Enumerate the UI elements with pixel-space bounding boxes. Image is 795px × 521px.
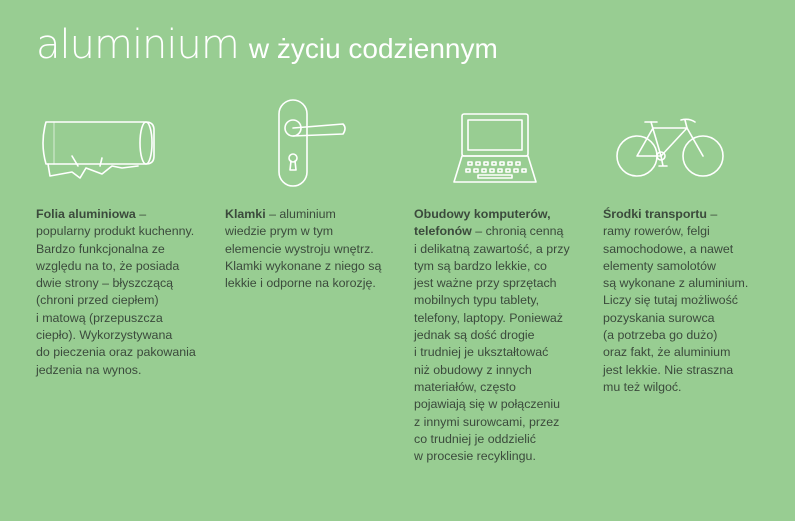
transport-line: elementy samolotów xyxy=(603,258,716,273)
handles-heading: Klamki xyxy=(225,207,266,221)
page-title xyxy=(36,22,498,68)
foil-text xyxy=(36,206,196,379)
foil-roll-icon xyxy=(36,96,211,198)
cases-line: materiałów, często xyxy=(414,379,516,394)
cases-heading-line-1: Obudowy komputerów, xyxy=(414,207,551,221)
handles-line: wiedzie prym w tym xyxy=(225,224,334,239)
handles-line: Klamki wykonane z niego są xyxy=(225,258,382,273)
bicycle-icon xyxy=(603,96,778,198)
column-cases xyxy=(414,96,589,464)
foil-line: Bardzo funkcjonalna ze xyxy=(36,241,165,256)
title-rest: w życiu codziennym xyxy=(248,33,498,64)
cases-line: mobilnych typu tablety, xyxy=(414,293,540,308)
cases-line: jest ważne przy sprzętach xyxy=(414,276,557,291)
foil-line: jedzenia na wynos. xyxy=(36,362,142,377)
foil-line: do pieczenia oraz pakowania xyxy=(36,345,196,360)
cases-line: pojawiają się w połączeniu xyxy=(414,397,561,412)
cases-line: jednak są dość drogie xyxy=(414,328,535,343)
foil-line: – xyxy=(135,207,147,221)
cases-line: z innymi surowcami, przez xyxy=(414,414,560,429)
foil-line: i matową (przepuszcza xyxy=(36,310,163,325)
transport-line: oraz fakt, że aluminium xyxy=(603,345,731,360)
laptop-icon xyxy=(414,96,589,198)
cases-line: – chronią cenną xyxy=(471,224,564,239)
handles-line: lekkie i odporne na korozję. xyxy=(225,276,376,291)
cases-line: w procesie recyklingu. xyxy=(414,449,536,464)
transport-line: jest lekkie. Nie straszna xyxy=(603,362,734,377)
transport-line: mu też wilgoć. xyxy=(603,379,682,394)
handles-line: – aluminium xyxy=(265,207,336,221)
transport-line: (a potrzeba go dużo) xyxy=(603,328,718,343)
column-transport xyxy=(603,96,778,394)
cases-line: telefony, laptopy. Ponieważ xyxy=(414,310,564,325)
transport-line: ramy rowerów, felgi xyxy=(603,224,710,239)
foil-line: ciepło). Wykorzystywana xyxy=(36,328,173,343)
transport-line: pozyskania surowca xyxy=(603,310,715,325)
column-handles xyxy=(225,96,400,291)
cases-line: niż obudowy z innych xyxy=(414,362,532,377)
foil-line: (chroni przed ciepłem) xyxy=(36,293,159,308)
cases-line: co trudniej je oddzielić xyxy=(414,431,536,446)
transport-heading: Środki transportu xyxy=(603,207,707,221)
column-foil xyxy=(36,96,211,377)
cases-line: i delikatną zawartość, a przy xyxy=(414,241,570,256)
cases-line: tym są bardzo lekkie, co xyxy=(414,258,547,273)
title-script-word: aluminium xyxy=(36,22,239,68)
transport-line: samochodowe, a nawet xyxy=(603,241,734,256)
transport-line: Liczy się tutaj możliwość xyxy=(603,293,738,308)
cases-line: i trudniej je ukształtować xyxy=(414,345,549,360)
transport-line: są wykonane z aluminium. xyxy=(603,276,749,291)
foil-heading: Folia aluminiowa xyxy=(36,207,136,221)
cases-text xyxy=(414,206,570,465)
foil-line: popularny produkt kuchenny. xyxy=(36,224,195,239)
cases-heading-line-2: telefonów xyxy=(414,224,472,239)
transport-text xyxy=(603,206,748,396)
door-handle-icon xyxy=(225,96,400,198)
foil-line: dwie strony – błyszczącą xyxy=(36,276,174,291)
handles-line: elemencie wystroju wnętrz. xyxy=(225,241,374,256)
transport-line: – xyxy=(706,207,718,221)
handles-text xyxy=(225,206,381,292)
foil-line: względu na to, że posiada xyxy=(36,258,180,273)
